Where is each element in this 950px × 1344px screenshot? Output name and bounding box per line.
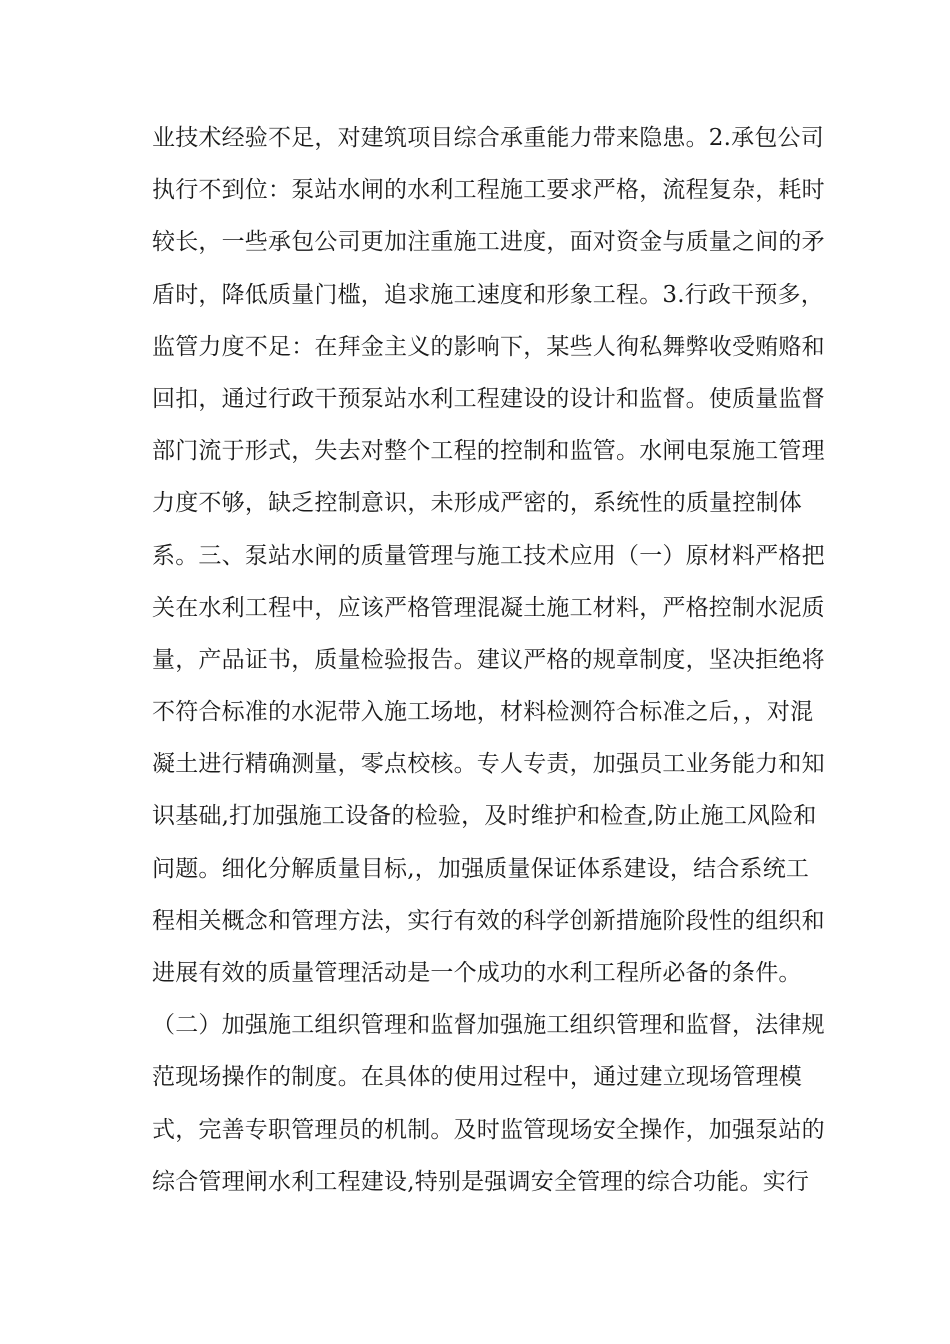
text-line: （二）加强施工组织管理和监督加强施工组织管理和监督，法律规 xyxy=(152,1012,825,1039)
text-line: 较长，一些承包公司更加注重施工进度，面对资金与质量之间的矛 xyxy=(152,229,825,256)
text-line: 关在水利工程中，应该严格管理混凝土施工材料，严格控制水泥质 xyxy=(152,594,825,621)
text-line: 进展有效的质量管理活动是一个成功的水利工程所必备的条件。 xyxy=(152,960,802,986)
text-line: 量，产品证书，质量检验报告。建议严格的规章制度，坚决拒绝将 xyxy=(152,646,825,673)
body-text xyxy=(152,112,825,1208)
text-line: 回扣，通过行政干预泵站水利工程建设的设计和监督。使质量监督 xyxy=(152,385,825,412)
text-line: 执行不到位：泵站水闸的水利工程施工要求严格，流程复杂，耗时 xyxy=(152,177,825,204)
text-line: 系。三、泵站水闸的质量管理与施工技术应用（一）原材料严格把 xyxy=(152,542,825,569)
text-line: 力度不够，缺乏控制意识，未形成严密的，系统性的质量控制体 xyxy=(152,490,802,517)
text-line: 范现场操作的制度。在具体的使用过程中，通过建立现场管理模 xyxy=(152,1064,802,1091)
text-line: 识基础,打加强施工设备的检验，及时维护和检查,防止施工风险和 xyxy=(152,803,817,830)
text-line: 问题。细化分解质量目标,，加强质量保证体系建设，结合系统工 xyxy=(152,855,810,882)
text-line: 式，完善专职管理员的机制。及时监管现场安全操作，加强泵站的 xyxy=(152,1116,825,1143)
text-line: 凝土进行精确测量，零点校核。专人专责，加强员工业务能力和知 xyxy=(152,751,825,778)
text-line: 程相关概念和管理方法，实行有效的科学创新措施阶段性的组织和 xyxy=(152,907,825,934)
text-line: 综合管理闸水利工程建设,特别是强调安全管理的综合功能。实行 xyxy=(152,1168,810,1195)
text-line: 监管力度不足：在拜金主义的影响下，某些人徇私舞弊收受贿赂和 xyxy=(152,333,825,360)
text-line: 盾时，降低质量门槛，追求施工速度和形象工程。3.行政干预多， xyxy=(152,281,824,308)
text-line: 部门流于形式，失去对整个工程的控制和监管。水闸电泵施工管理 xyxy=(152,438,825,465)
text-line: 业技术经验不足，对建筑项目综合承重能力带来隐患。2.承包公司 xyxy=(152,125,824,151)
text-line: 不符合标准的水泥带入施工场地，材料检测符合标准之后，，对混 xyxy=(152,699,814,726)
